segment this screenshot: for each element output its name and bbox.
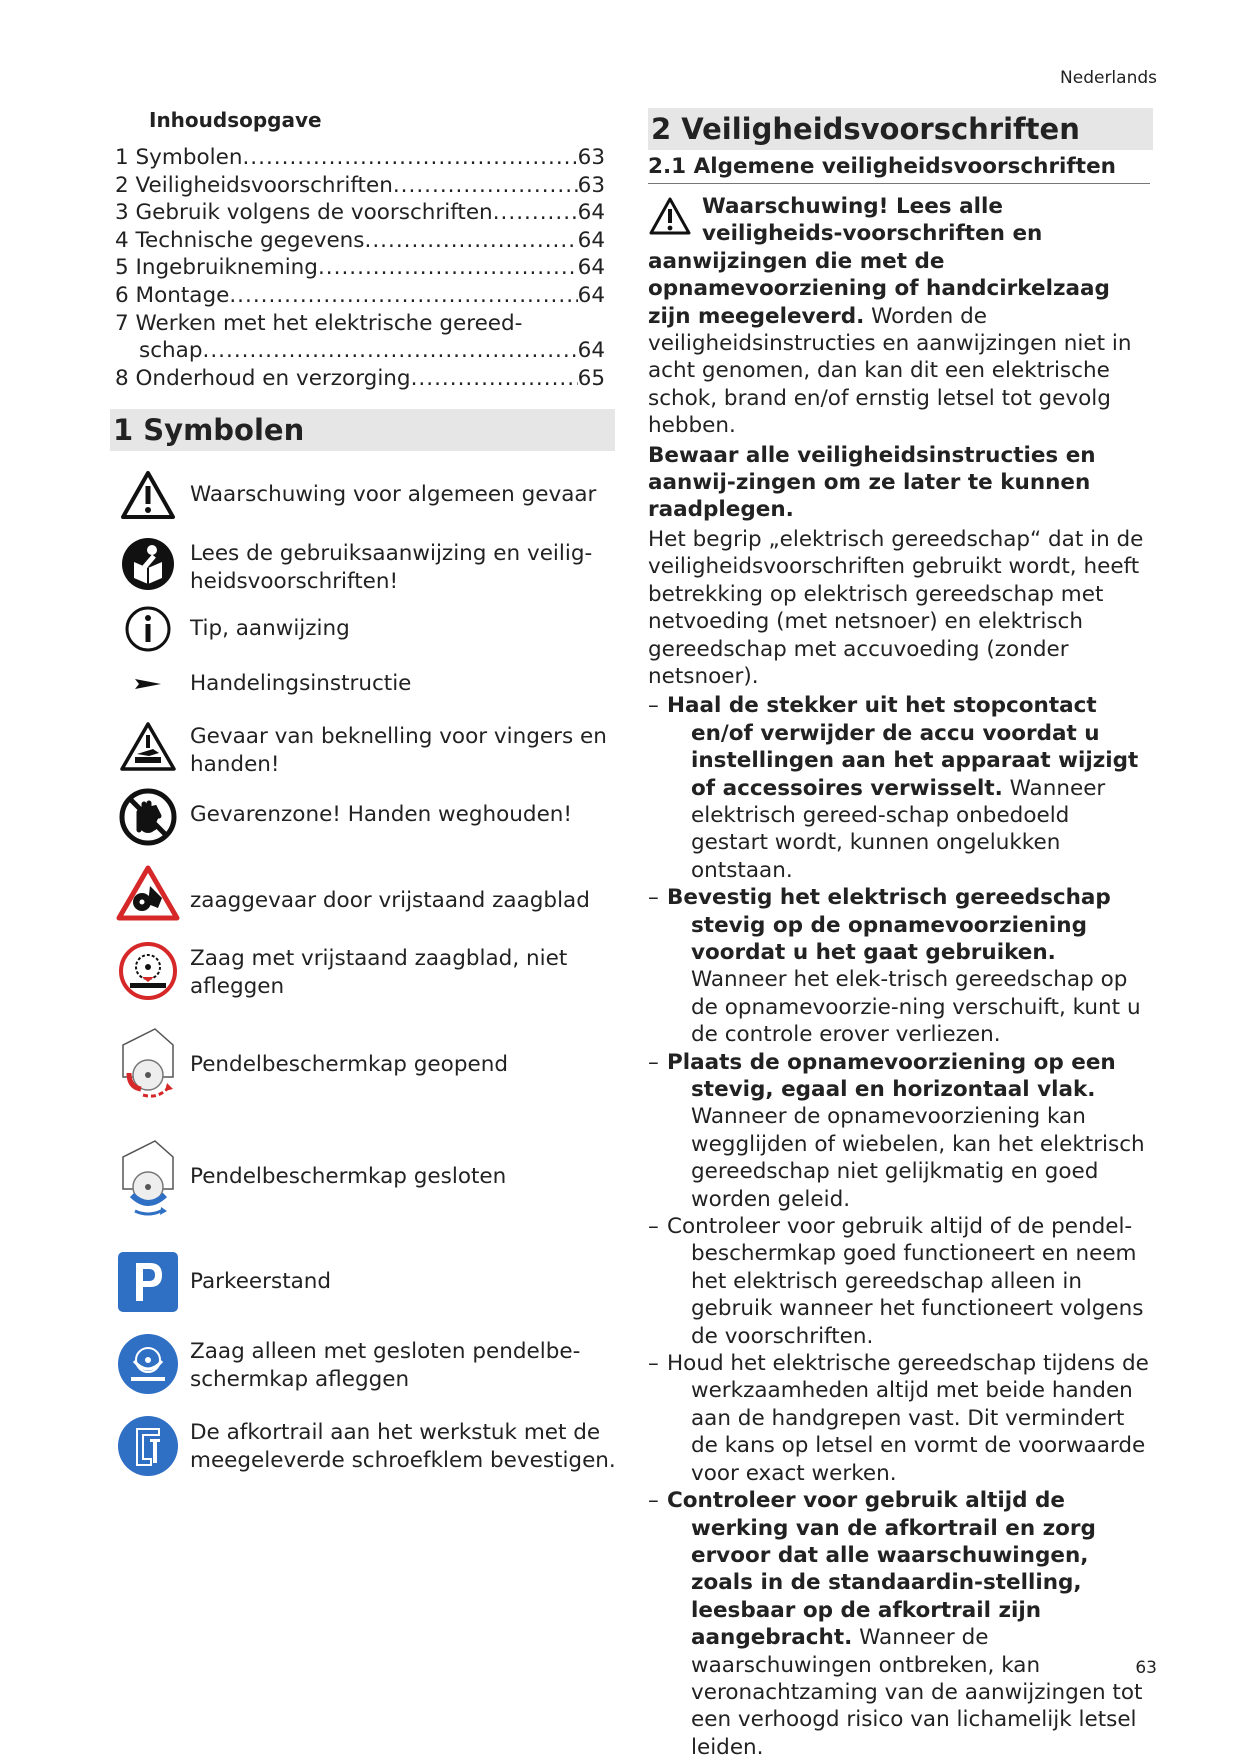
symbol-text: Pendelbeschermkap gesloten [190, 1164, 507, 1189]
read-manual-icon [115, 535, 181, 593]
action-arrow-icon [115, 670, 181, 698]
toc-item[interactable]: schap ..... 64 [115, 337, 605, 365]
list-item: – Plaats de opnamevoorziening op een stevig, egaal en horizontaal vlak. Wanneer de opnamevoorziening kan wegglijden of wiebelen, kan het elektrisch gereedschap niet gelijkmatig en goed worden geleid. [648, 1049, 1150, 1213]
symbol-text: Gevaar van beknelling voor vingers en handen! [190, 724, 607, 777]
list-item: – Controleer voor gebruik altijd de werking van de afkortrail en zorg ervoor dat alle waarschuwingen, zoals in de standaardin-stelling, leesbaar op de afkortrail zijn aangebracht. Wanneer de waarschuwingen ontbreken, kan veronachtzaming van de aanwijzingen tot een verhoogd risico van lichamelijk letsel leiden. [648, 1487, 1150, 1761]
toc-title: Inhoudsopgave [149, 108, 322, 132]
section-subheading: 2.1 Algemene veiligheidsvoorschriften [648, 154, 1150, 184]
lay-down-closed-guard-icon [115, 1332, 181, 1396]
warning-triangle-icon [648, 196, 692, 243]
section-heading-symbols: 1 Symbolen [110, 409, 615, 451]
warning-paragraph: Waarschuwing! Lees alle veiligheids-voorschriften en aanwijzingen die met de opnamevoorziening of handcirkelzaag zijn meegeleverd. Worden de veiligheidsinstructies en aanwijzingen niet in acht genomen, dan kan dit een elektrische schok, brand en/of ernstig letsel tot gevolg hebben. [648, 194, 1132, 439]
symbol-text: Parkeerstand [190, 1269, 332, 1294]
keep-instructions: Bewaar alle veiligheidsinstructies en aanwij-zingen om ze later te kunnen raadplegen. [648, 442, 1096, 523]
warning-triangle-icon [115, 467, 181, 523]
toc-item[interactable]: 2 Veiligheidsvoorschriften ..... 63 [115, 172, 605, 200]
list-item: – Bevestig het elektrisch gereedschap stevig op de opnamevoorziening voordat u het gaat gebruiken. Wanneer het elek-trisch gereedschap op de opnamevoorzie-ning verschuift, kunt u de controle erover verliezen. [648, 884, 1150, 1048]
pinch-hazard-icon [115, 718, 181, 776]
table-of-contents [115, 144, 605, 392]
symbol-text: Pendelbeschermkap geopend [190, 1052, 508, 1077]
toc-item[interactable]: 4 Technische gegevens ..... 64 [115, 227, 605, 255]
info-icon [115, 604, 181, 654]
symbol-text: Handelingsinstructie [190, 671, 412, 696]
no-hands-icon [115, 787, 181, 847]
symbol-text: zaaggevaar door vrijstaand zaagblad [190, 888, 590, 913]
do-not-lay-down-icon [115, 940, 181, 1002]
list-item: – Haal de stekker uit het stopcontact en/of verwijder de accu voordat u instellingen aan het apparaat wijzigt of accessoires verwisselt. Wanneer elektrisch gereed-schap onbedoeld gestart wordt, kunnen ongelukken ontstaan. [648, 692, 1150, 884]
toc-item[interactable]: 7 Werken met het elektrische gereed- [115, 310, 523, 336]
symbol-text: Tip, aanwijzing [190, 616, 350, 641]
parking-icon [115, 1250, 181, 1314]
page-number: 63 [1135, 1658, 1157, 1678]
saw-blade-hazard-icon [115, 862, 181, 924]
guard-closed-icon [115, 1134, 181, 1222]
section-heading-safety: 2 Veiligheidsvoorschriften [648, 108, 1153, 150]
toc-item[interactable]: 6 Montage ..... 64 [115, 282, 605, 310]
safety-text [648, 193, 1150, 1761]
symbol-text: De afkortrail aan het werkstuk met de meegeleverde schroefklem bevestigen. [190, 1420, 616, 1473]
symbol-text: Gevarenzone! Handen weghouden! [190, 802, 573, 827]
symbol-text: Zaag met vrijstaand zaagblad, niet afleggen [190, 946, 568, 999]
term-definition: Het begrip „elektrisch gereedschap“ dat in de veiligheidsvoorschriften gebruikt wordt, heeft betrekking op elektrisch gereedschap met netvoeding (met netsnoer) en elektrisch gereedschap met accuvoeding (zonder netsnoer). [648, 526, 1144, 689]
guard-open-icon [115, 1022, 181, 1110]
list-item: – Houd het elektrische gereedschap tijdens de werkzaamheden altijd met beide handen aan de handgrepen vast. Dit vermindert de kans op letsel en vormt de voorwaarde voor exact werken. [648, 1350, 1150, 1487]
symbol-text: Waarschuwing voor algemeen gevaar [190, 482, 597, 507]
toc-item[interactable]: 8 Onderhoud en verzorging ..... 65 [115, 365, 605, 393]
safety-list [648, 692, 1150, 1761]
language-label: Nederlands [1060, 68, 1157, 88]
toc-item[interactable]: 5 Ingebruikneming ..... 64 [115, 254, 605, 282]
toc-item[interactable]: 1 Symbolen ..... 63 [115, 144, 605, 172]
symbol-text: Lees de gebruiksaanwijzing en veilig-heidsvoorschriften! [190, 541, 593, 594]
list-item: – Controleer voor gebruik altijd of de pendel-beschermkap goed functioneert en neem het elektrisch gereedschap alleen in gebruik wanneer het functioneert volgens de voorschriften. [648, 1213, 1150, 1350]
toc-item[interactable]: 3 Gebruik volgens de voorschriften ..... 64 [115, 199, 605, 227]
clamp-icon [115, 1414, 181, 1478]
symbol-text: Zaag alleen met gesloten pendelbe-schermkap afleggen [190, 1339, 581, 1392]
